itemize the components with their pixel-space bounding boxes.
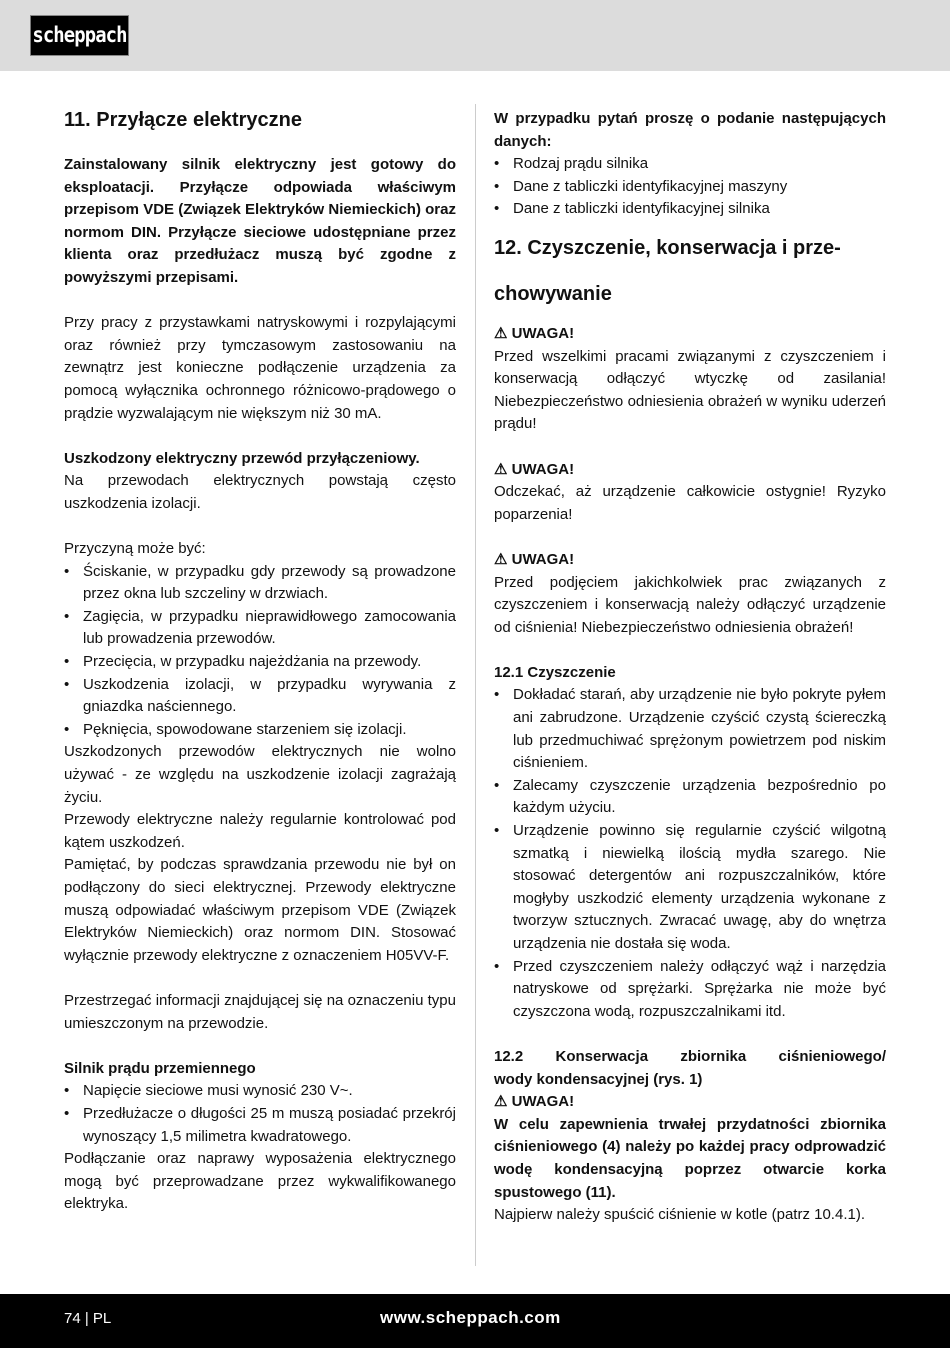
warning-label: ⚠ UWAGA!: [494, 1093, 575, 1111]
warning-text: Przed wszelkimi pracami związanymi z czyszczeniem i konserwacją odłączyć wtyczkę od zasilania! Niebezpieczeństwo odniesienia obrażeń w wyniku uderzeń prądu!: [494, 347, 886, 433]
website-link[interactable]: www.scheppach.com: [380, 1308, 561, 1327]
warning-label: ⚠ UWAGA!: [494, 460, 575, 478]
questions-list: [494, 153, 886, 221]
list-item: • Pęknięcia, spowodowane starzeniem się izolacji.: [64, 719, 456, 742]
paragraph: Pamiętać, by podczas sprawdzania przewodu nie był on podłączony do sieci elektrycznej. Przewody elektryczne muszą odpowiadać właściwym przepisom VDE (Związek Elektryków Niemieckich) oraz normom DIN. Stosować wyłącznie przewody elektryczne z oznaczeniem H05VV-F.: [64, 856, 456, 964]
column-divider: [475, 104, 476, 1266]
list-item: • Urządzenie powinno się regularnie czyścić wilgotną szmatką i niewielką ilością mydła szarego. Nie stosować detergentów ani rozpuszczalników, które mogłyby uszkodzić elementy urządzenia wykonane z tworzyw sztucznych. Zwracać uwagę, aby do wnętrza urządzenia nie dostała się woda.: [494, 820, 886, 956]
list-item: • Dane z tabliczki identyfikacyjnej silnika: [494, 198, 886, 221]
maintenance-text: Najpierw należy spuścić ciśnienie w kotle (patrz 10.4.1).: [494, 1206, 865, 1224]
list-item: • Przecięcia, w przypadku najeżdżania na przewody.: [64, 651, 456, 674]
list-item: • Przedłużacze o długości 25 m muszą posiadać przekrój wynoszący 1,5 milimetra kwadratowego.: [64, 1103, 456, 1148]
list-item: • Dokładać starań, aby urządzenie nie było pokryte pyłem ani zabrudzone. Urządzenie czyścić czystą ściereczką lub przedmuchiwać sprężonym powietrzem pod niskim ciśnieniem.: [494, 684, 886, 774]
list-item: • Ściskanie, w przypadku gdy przewody są prowadzone przez okna lub szczeliny w drzwiach.: [64, 561, 456, 606]
damaged-cable-text: Na przewodach elektrycznych powstają często uszkodzenia izolacji.: [64, 472, 456, 512]
cleaning-list: [494, 684, 886, 1023]
list-item: • Uszkodzenia izolacji, w przypadku wyrywania z gniazdka naściennego.: [64, 674, 456, 719]
intro-paragraph: Zainstalowany silnik elektryczny jest gotowy do eksploatacji. Przyłącze odpowiada właściwym przepisom VDE (Związek Elektryków Niemieckich) oraz normom DIN. Przyłącze sieciowe udostępniane przez klienta oraz przedłużacz muszą być zgodne z powyższymi przepisami.: [64, 156, 456, 286]
page-footer: [0, 1294, 950, 1348]
ac-list: [64, 1080, 456, 1148]
list-item: • Napięcie sieciowe musi wynosić 230 V~.: [64, 1080, 456, 1103]
section-12-heading: [494, 225, 886, 317]
warning-label: ⚠ UWAGA!: [494, 324, 575, 342]
rcd-paragraph: Przy pracy z przystawkami natryskowymi i rozpylającymi oraz również przy tymczasowym zastosowaniu na zewnątrz jest konieczne podłączenie urządzenia za pomocą wyłącznika ochronnego różnicowo-prądowego o prądzie wyzwalającym nie większym niż 30 mA.: [64, 314, 456, 422]
title-line: wody kondensacyjnej (rys. 1): [494, 1070, 703, 1088]
warning-text: Przed podjęciem jakichkolwiek prac związanych z czyszczeniem i konserwacją należy odłączyć urządzenie od ciśnienia! Niebezpieczeństwo odniesienia obrażeń!: [494, 573, 886, 636]
cleaning-title: 12.1 Czyszczenie: [494, 663, 616, 681]
scheppach-logo: scheppach: [30, 15, 129, 56]
right-column: [494, 108, 886, 1227]
page-header: [0, 0, 950, 71]
page-number: 74 | PL: [64, 1310, 112, 1327]
list-item: • Dane z tabliczki identyfikacyjnej maszyny: [494, 176, 886, 199]
questions-intro: W przypadku pytań proszę o podanie następujących danych:: [494, 110, 886, 150]
list-item: • Przed czyszczeniem należy odłączyć wąż i narzędzia natryskowe od sprężarki. Sprężarka nie może być czyszczona wodą, rozpuszczalnikami itd.: [494, 956, 886, 1024]
list-item: • Zalecamy czyszczenie urządzenia bezpośrednio po każdym użyciu.: [494, 775, 886, 820]
paragraph: Przewody elektryczne należy regularnie kontrolować pod kątem uszkodzeń.: [64, 811, 456, 851]
section-11-heading: 11. Przyłącze elektryczne: [64, 109, 302, 131]
maintenance-title: [494, 1046, 886, 1091]
warning-label: ⚠ UWAGA!: [494, 550, 575, 568]
paragraph: Przestrzegać informacji znajdującej się na oznaczeniu typu umieszczonym na przewodzie.: [64, 991, 456, 1032]
causes-list: [64, 561, 456, 742]
paragraph: Podłączanie oraz naprawy wyposażenia elektrycznego mogą być przeprowadzane przez wykwalifikowanego elektryka.: [64, 1150, 456, 1213]
title-line: 12.2 Konserwacja zbiornika ciśnieniowego/: [494, 1047, 886, 1065]
paragraph: Uszkodzonych przewodów elektrycznych nie wolno używać - ze względu na uszkodzenie izolacji zagrażają życiu.: [64, 743, 456, 806]
list-item: • Rodzaj prądu silnika: [494, 153, 886, 176]
heading-line: 12. Czyszczenie, konserwacja i prze-: [494, 236, 841, 259]
maintenance-bold-text: W celu zapewnienia trwałej przydatności zbiornika ciśnieniowego (4) należy po każdej pracy odprowadzić wodę kondensacyjną poprzez otwarcie korka spustowego (11).: [494, 1115, 886, 1201]
damaged-cable-title: Uszkodzony elektryczny przewód przyłączeniowy.: [64, 449, 420, 467]
warning-text: Odczekać, aż urządzenie całkowicie ostygnie! Ryzyko poparzenia!: [494, 483, 886, 523]
ac-motor-title: Silnik prądu przemiennego: [64, 1059, 256, 1077]
left-column: [64, 108, 456, 1216]
list-item: • Zagięcia, w przypadku nieprawidłowego zamocowania lub prowadzenia przewodów.: [64, 606, 456, 651]
causes-intro: Przyczyną może być:: [64, 540, 206, 558]
heading-line: chowywanie: [494, 282, 612, 305]
